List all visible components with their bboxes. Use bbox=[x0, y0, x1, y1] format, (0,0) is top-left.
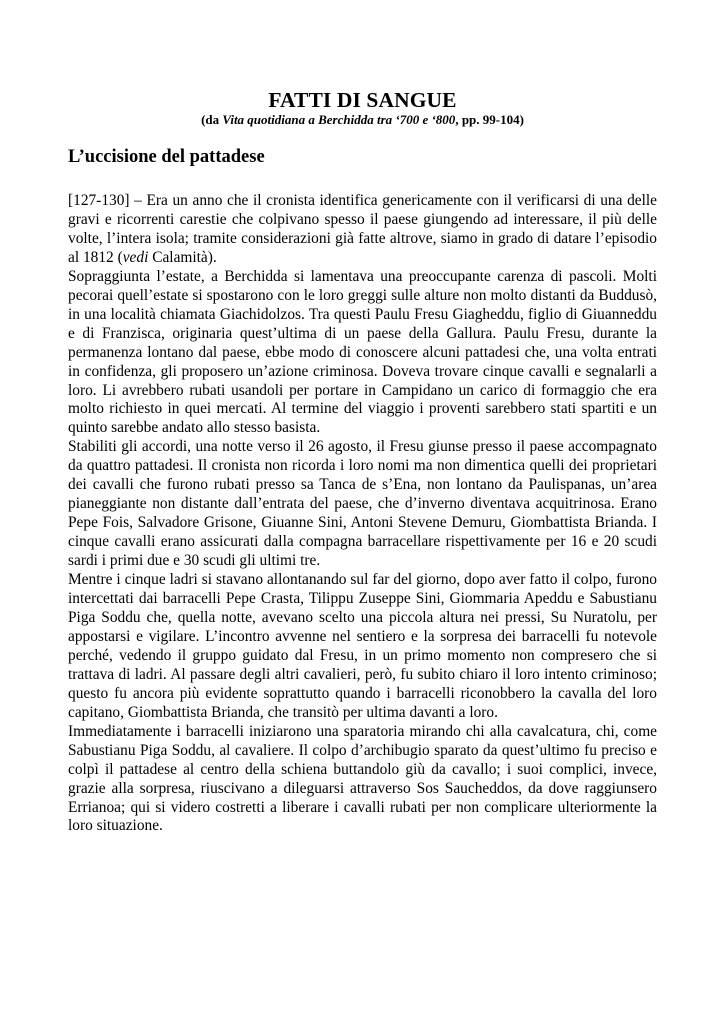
paragraph-5: Immediatamente i barracelli iniziarono una sparatoria mirando chi alla cavalcatura, chi, come Sabustianu Piga Soddu, al cavaliere. Il colpo d’archibugio sparato da quest’ultimo fu preciso e colpì il pattadese al centro della schiena buttandolo giù da cavallo; i suoi complici, invece, grazie alla sorpresa, riuscivano a dileguarsi attraverso Sos Saucheddos, da dove raggiunsero Errianoa; qui si videro costretti a liberare i cavalli rubati per non complicare ulteriormente la loro situazione. bbox=[68, 722, 657, 835]
document-title: FATTI DI SANGUE bbox=[268, 88, 457, 112]
body-text bbox=[68, 192, 657, 836]
subtitle-suffix: , pp. 99-104) bbox=[455, 112, 524, 127]
section-heading: L’uccisione del pattadese bbox=[68, 147, 265, 167]
paragraph-1-text: [127-130] – Era un anno che il cronista identifica genericamente con il verificarsi di una delle gravi e ricorrenti carestie che colpivano spesso il paese giungendo ad interessare, il più delle volte, l’intera isola; tramite considerazioni già fatte altrove, siamo in grado di datare l’episodio al 1812 ( bbox=[68, 192, 657, 266]
paragraph-2: Sopraggiunta l’estate, a Berchidda si lamentava una preoccupante carenza di pascoli. Molti pecorai quell’estate si spostarono con le loro greggi sulle alture non molto distanti da Buddusò, in una località chiamata Giachidolzos. Tra questi Paulu Fresu Giagheddu, figlio di Giuanneddu e di Franzisca, originaria quest’ultima di un paese della Gallura. Paulu Fresu, durante la permanenza lontano dal paese, ebbe modo di conoscere alcuni pattadesi che, una volta entrati in confidenza, gli proposero un’azione criminosa. Doveva trovare cinque cavalli e segnalarli a loro. Li avrebbero rubati usandoli per portare in Campidano un carico di formaggio che era molto richiesto in quei mercati. Al termine del viaggio i proventi sarebbero stati spartiti e un quinto sarebbe andato allo stesso basista. bbox=[68, 267, 657, 437]
paragraph-4: Mentre i cinque ladri si stavano allontanando sul far del giorno, dopo aver fatto il colpo, furono intercettati dai barracelli Pepe Crasta, Tilippu Zuseppe Sini, Giommaria Apeddu e Sabustianu Piga Soddu che, quella notte, avevano scelto una piccola altura nei pressi, Su Nuratolu, per appostarsi e vigilare. L’incontro avvenne nel sentiero e la sorpresa dei barracelli fu notevole perché, vedendo il gruppo guidato dal Fresu, in un primo momento non compresero che si trattava di ladri. Al passare degli altri cavalieri, però, fu subito chiaro il loro intento criminoso; questo fu ancora più evidente soprattutto quando i barracelli riconobbero la cavalla del loro capitano, Giombattista Brianda, che transitò per ultima davanti a loro. bbox=[68, 571, 657, 721]
paragraph-1-italic: vedi bbox=[122, 248, 149, 266]
document-page bbox=[68, 88, 657, 836]
document-subtitle bbox=[68, 112, 657, 128]
paragraph-3: Stabiliti gli accordi, una notte verso il 26 agosto, il Fresu giunse presso il paese accompagnato da quattro pattadesi. Il cronista non ricorda i loro nomi ma non dimentica quelli dei proprietari dei cavalli che furono rubati presso sa Tanca de s’Ena, non lontano da Paulispanas, un’area pianeggiante non distante dall’entrata del paese, che d’inverno diventava acquitrinosa. Erano Pepe Fois, Salvadore Grisone, Giuanne Sini, Antoni Stevene Demuru, Giombattista Brianda. I cinque cavalli erano assicurati dalla compagna barracellare rispettivamente per 16 e 20 scudi sardi i primi due e 30 scudi gli ultimi tre. bbox=[68, 438, 657, 570]
paragraph-1 bbox=[68, 192, 657, 268]
subtitle-prefix: (da bbox=[201, 112, 223, 127]
subtitle-book-title: Vita quotidiana a Berchidda tra ‘700 e ‘800 bbox=[222, 112, 456, 127]
paragraph-1-tail: Calamità). bbox=[148, 248, 217, 266]
